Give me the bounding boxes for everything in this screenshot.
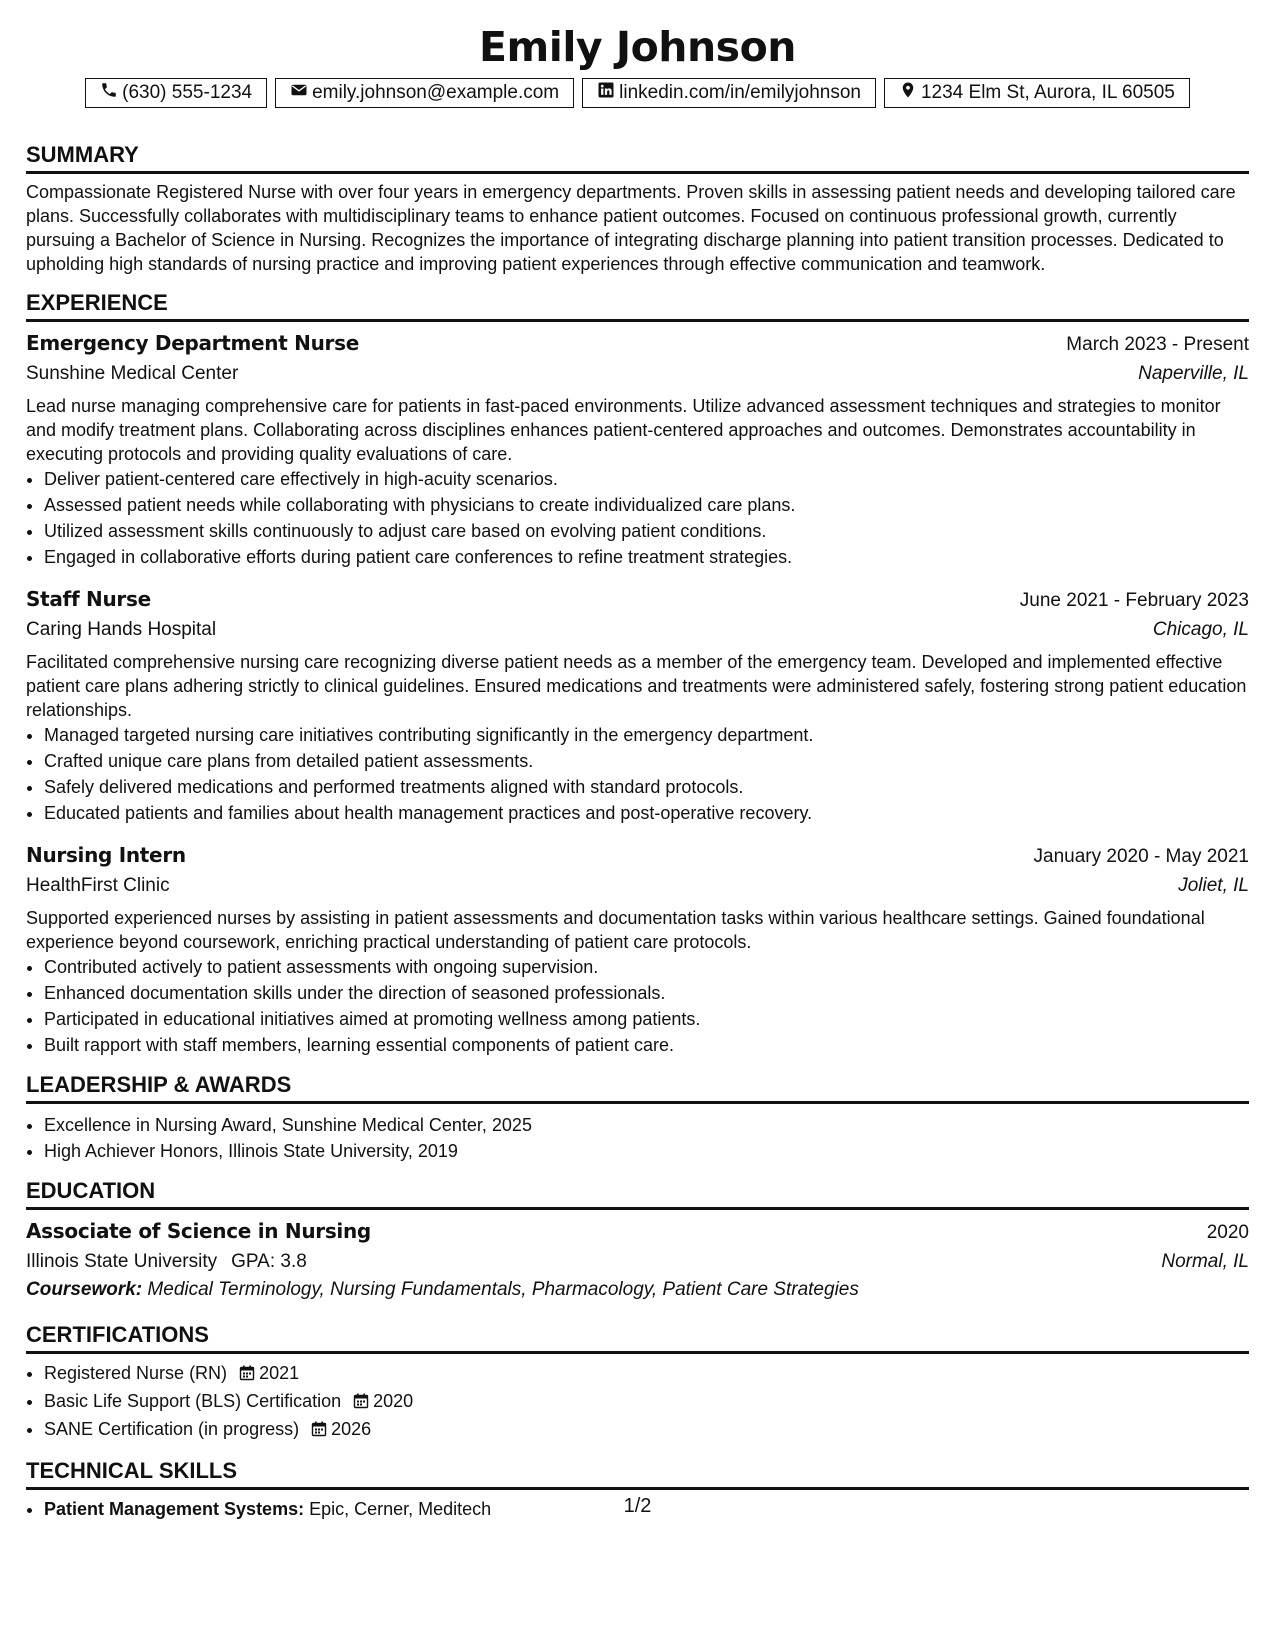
contact-phone[interactable] [85, 78, 267, 108]
list-item: • Managed targeted nursing care initiatives contributing significantly in the emergency department. [44, 722, 1249, 748]
certification-name: SANE Certification (in progress) [44, 1419, 300, 1439]
list-item: • Built rapport with staff members, learning essential components of patient care. [44, 1032, 1249, 1058]
section-title-experience: EXPERIENCE [26, 290, 1249, 322]
list-item [44, 1388, 1249, 1416]
certifications-list [26, 1360, 1249, 1444]
job-bullets [26, 954, 1249, 1058]
skill-category: Patient Management Systems: [44, 1499, 305, 1519]
list-item: • Crafted unique care plans from detailed patient assessments. [44, 748, 1249, 774]
contact-address [884, 78, 1190, 108]
section-title-awards: LEADERSHIP & AWARDS [26, 1072, 1249, 1104]
section-education [26, 1178, 1249, 1304]
job-dates: June 2021 - February 2023 [1019, 590, 1249, 611]
section-experience [26, 290, 1249, 1058]
coursework-list: Medical Terminology, Nursing Fundamentals, Pharmacology, Patient Care Strategies [147, 1279, 859, 1300]
contact-email-text: emily.johnson@example.com [312, 82, 560, 103]
job-title: Nursing Intern [26, 843, 186, 867]
envelope-icon [290, 81, 308, 106]
list-item: • Contributed actively to patient assessments with ongoing supervision. [44, 954, 1249, 980]
certification-year: 2026 [331, 1419, 372, 1439]
job-description: Facilitated comprehensive nursing care recognizing diverse patient needs as a member of the emergency team. Developed and implemented effective patient care plans adhering strictly to clinical guidelines. Ensured medications and treatments were administered safely, fostering strong patient education relationships. [26, 652, 1247, 720]
job-employer: Sunshine Medical Center [26, 363, 239, 384]
job-entry [26, 840, 1249, 1058]
list-item: • Excellence in Nursing Award, Sunshine Medical Center, 2025 [44, 1112, 1249, 1138]
section-title-education: EDUCATION [26, 1178, 1249, 1210]
list-item: • Utilized assessment skills continuously to adjust care based on evolving patient conditions. [44, 518, 1249, 544]
map-pin-icon [899, 81, 917, 106]
section-title-certifications: CERTIFICATIONS [26, 1322, 1249, 1354]
certification-name: Registered Nurse (RN) [44, 1363, 228, 1383]
list-item: • Engaged in collaborative efforts during patient care conferences to refine treatment strategies. [44, 544, 1249, 570]
list-item: • Safely delivered medications and performed treatments aligned with standard protocols. [44, 774, 1249, 800]
job-bullets [26, 466, 1249, 570]
job-bullets [26, 722, 1249, 826]
coursework-label: Coursework: [26, 1279, 143, 1300]
list-item [44, 1360, 1249, 1388]
calendar-icon [353, 1390, 369, 1416]
section-awards [26, 1072, 1249, 1164]
contact-linkedin[interactable] [582, 78, 876, 108]
job-entry [26, 584, 1249, 826]
page-number: 1/2 [623, 1495, 652, 1517]
section-title-summary: SUMMARY [26, 142, 1249, 174]
contact-address-text: 1234 Elm St, Aurora, IL 60505 [920, 82, 1175, 103]
calendar-icon [311, 1418, 327, 1444]
job-entry [26, 328, 1249, 570]
job-dates: January 2020 - May 2021 [1033, 846, 1249, 867]
school-name: Illinois State University [26, 1251, 218, 1272]
job-employer: Caring Hands Hospital [26, 619, 217, 640]
list-item: • Deliver patient-centered care effectively in high-acuity scenarios. [44, 466, 1249, 492]
contact-linkedin-text: linkedin.com/in/emilyjohnson [619, 82, 861, 103]
job-location: Chicago, IL [1152, 619, 1249, 640]
education-entry [26, 1216, 1249, 1304]
job-description: Lead nurse managing comprehensive care for patients in fast-paced environments. Utilize advanced assessment techniques and strategies to monitor and modify treatment plans. Collaborating across disciplines enhances patient-centered approaches and outcomes. Demonstrates accountability in executing protocols and providing quality evaluations of care. [26, 396, 1221, 464]
summary-text: Compassionate Registered Nurse with over four years in emergency departments. Proven skills in assessing patient needs and developing tailored care plans. Successfully collaborates with multidisciplinary teams to enhance patient outcomes. Focused on continuous professional growth, currently pursuing a Bachelor of Science in Nursing. Recognizes the importance of integrating discharge planning into patient transition processes. Dedicated to upholding high standards of nursing practice and improving patient experiences through effective communication and teamwork. [26, 182, 1236, 274]
contact-email[interactable] [275, 78, 574, 108]
contact-bar [26, 78, 1249, 108]
degree-title: Associate of Science in Nursing [26, 1219, 371, 1243]
job-location: Naperville, IL [1138, 363, 1249, 384]
contact-phone-text: (630) 555-1234 [122, 82, 253, 103]
list-item: • Assessed patient needs while collaborating with physicians to create individualized care plans. [44, 492, 1249, 518]
job-employer: HealthFirst Clinic [26, 875, 170, 896]
section-certifications [26, 1322, 1249, 1444]
linkedin-icon [597, 81, 615, 106]
job-dates: March 2023 - Present [1066, 334, 1249, 355]
candidate-name: Emily Johnson [479, 23, 796, 71]
job-title: Emergency Department Nurse [26, 331, 359, 355]
calendar-icon [239, 1362, 255, 1388]
job-location: Joliet, IL [1178, 875, 1249, 896]
section-title-technical-skills: TECHNICAL SKILLS [26, 1458, 1249, 1490]
skill-values: Epic, Cerner, Meditech [309, 1499, 492, 1519]
list-item: • Enhanced documentation skills under the direction of seasoned professionals. [44, 980, 1249, 1006]
coursework [26, 1276, 1249, 1304]
phone-icon [100, 81, 118, 106]
list-item [44, 1416, 1249, 1444]
certification-year: 2020 [373, 1391, 414, 1411]
gpa: GPA: 3.8 [231, 1251, 307, 1272]
list-item: • Educated patients and families about health management practices and post-operative recovery. [44, 800, 1249, 826]
job-description: Supported experienced nurses by assisting in patient assessments and documentation tasks within various healthcare settings. Gained foundational experience beyond coursework, enriching practical understanding of patient care protocols. [26, 908, 1205, 952]
graduation-year: 2020 [1206, 1222, 1249, 1243]
job-title: Staff Nurse [26, 587, 151, 611]
list-item: • High Achiever Honors, Illinois State University, 2019 [44, 1138, 1249, 1164]
awards-list [26, 1112, 1249, 1164]
certification-year: 2021 [259, 1363, 300, 1383]
list-item: • Participated in educational initiatives aimed at promoting wellness among patients. [44, 1006, 1249, 1032]
school-location: Normal, IL [1161, 1251, 1249, 1272]
certification-name: Basic Life Support (BLS) Certification [44, 1391, 342, 1411]
